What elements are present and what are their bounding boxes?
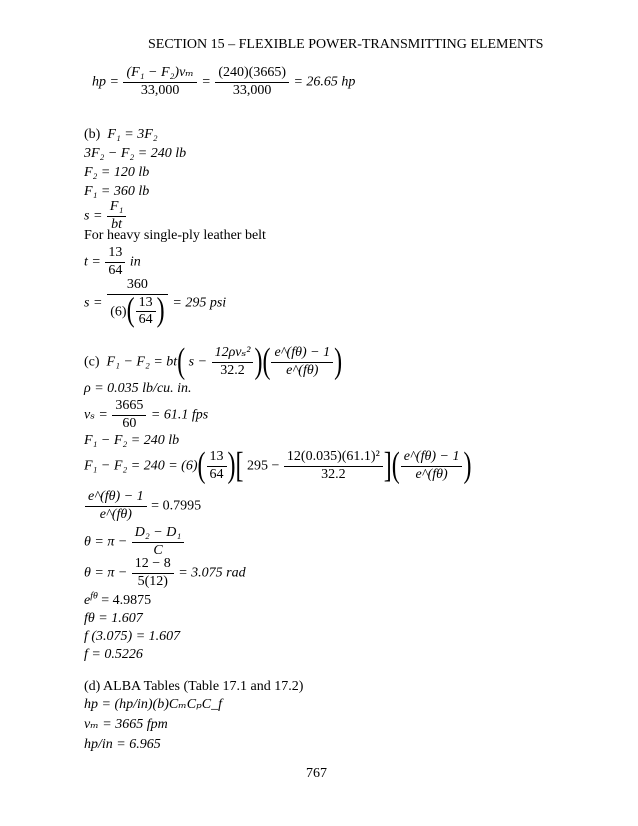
part-c-big-den64: 64 xyxy=(209,466,224,482)
part-b-t-frac xyxy=(105,246,125,278)
part-c-vs-res: = 61.1 fps xyxy=(150,407,209,423)
part-c-fth: fθ = 1.607 xyxy=(84,611,143,626)
eq-hp xyxy=(92,66,355,98)
paren-close: ) xyxy=(156,292,165,330)
part-c-vs-frac xyxy=(112,399,146,431)
part-b-s2-lhs: s = xyxy=(84,295,103,311)
part-c-theta2-frac xyxy=(132,557,174,589)
part-c-big xyxy=(84,446,472,486)
part-c-l1 xyxy=(84,342,343,382)
eq-hp-lhs: hp = xyxy=(92,74,119,90)
eq-hp-frac1-den: 33,000 xyxy=(140,82,180,98)
part-c-theta2-lhs: θ = π − xyxy=(84,565,128,581)
part-b-s2-den xyxy=(107,292,167,330)
part-c-f3075: f (3.075) = 1.607 xyxy=(84,629,181,644)
part-b-l1: F₁ = 3F₂ xyxy=(107,127,158,142)
part-c-vs-lhs: vₛ = xyxy=(84,407,108,423)
part-c-l1-e-num: e^(fθ) − 1 xyxy=(271,346,333,363)
part-c-theta2-res: = 3.075 rad xyxy=(178,565,246,581)
paren-open: ( xyxy=(262,342,271,382)
part-b-s-den: bt xyxy=(111,216,123,232)
part-b-t-formula xyxy=(84,246,141,278)
part-c-theta xyxy=(84,526,185,558)
part-d-vm: vₘ = 3665 fpm xyxy=(84,717,168,732)
part-b-line1 xyxy=(84,128,158,142)
eq-hp-frac2-den: 33,000 xyxy=(232,82,272,98)
part-d-label: (d) ALBA Tables (Table 17.1 and 17.2) xyxy=(84,679,304,694)
part-b-s2-frac xyxy=(107,278,168,328)
bracket-open: [ xyxy=(235,446,244,486)
part-c-l1-lhs: F₁ − F₂ = bt xyxy=(106,354,178,370)
eq-hp-frac2-num: (240)(3665) xyxy=(215,66,289,83)
part-c-efth xyxy=(84,590,152,608)
part-c-label: (c) xyxy=(84,354,100,370)
part-c-big-e-num: e^(fθ) − 1 xyxy=(401,450,463,467)
part-c-l1-num: 12ρvₛ² xyxy=(212,346,254,363)
eq-hp-frac1 xyxy=(123,66,196,98)
part-d-hp: hp = (hp/in)(b)CₘCₚC_f xyxy=(84,697,222,712)
part-b-label: (b) xyxy=(84,127,101,142)
part-b-s2-den-a: (6) xyxy=(110,304,127,320)
part-b-s2-num: 360 xyxy=(107,278,168,295)
part-b-s-num: F₁ xyxy=(107,200,126,217)
eq-hp-frac2 xyxy=(215,66,289,98)
part-b-s2-den-num: 13 xyxy=(136,296,156,313)
part-c-big-efrac xyxy=(401,450,463,482)
part-c-big-den: 32.2 xyxy=(321,466,346,482)
part-c-vs-num: 3665 xyxy=(112,399,146,416)
part-b-heavy: For heavy single-ply leather belt xyxy=(84,228,266,243)
part-c-l1-frac xyxy=(212,346,254,378)
part-c-ratio xyxy=(84,490,201,522)
part-b-l2: 3F₂ − F₂ = 240 lb xyxy=(84,146,187,161)
paren-close: ) xyxy=(227,446,236,486)
part-c-theta-den: C xyxy=(153,542,163,558)
part-b-t-lhs: t = xyxy=(84,254,101,270)
part-c-theta-frac xyxy=(132,526,184,558)
part-c-ratio-num: e^(fθ) − 1 xyxy=(85,490,147,507)
part-c-fval: f = 0.5226 xyxy=(84,647,143,662)
section-header: SECTION 15 – FLEXIBLE POWER-TRANSMITTING ELEMENTS xyxy=(148,37,544,52)
part-c-theta-num: D₂ − D₁ xyxy=(132,526,184,543)
part-c-l1-e-den: e^(fθ) xyxy=(286,362,319,378)
eq-hp-eq: = xyxy=(201,74,211,90)
part-c-ratio-den: e^(fθ) xyxy=(99,506,132,522)
part-b-t-den: 64 xyxy=(108,262,123,278)
part-c-theta2 xyxy=(84,557,246,589)
part-c-ratio-res: = 0.7995 xyxy=(151,498,202,514)
part-b-s2-res: = 295 psi xyxy=(172,295,227,311)
part-c-big-295: 295 − xyxy=(247,458,280,474)
part-c-vs xyxy=(84,399,208,431)
part-c-big-e-den: e^(fθ) xyxy=(415,466,448,482)
paren-open: ( xyxy=(177,342,186,382)
part-b-t-unit: in xyxy=(129,254,141,270)
part-c-efth-res: = 4.9875 xyxy=(101,593,152,608)
part-c-rho: ρ = 0.035 lb/cu. in. xyxy=(84,381,192,396)
part-c-big-lhs: F₁ − F₂ = 240 = (6) xyxy=(84,458,198,474)
part-b-l4: F₁ = 360 lb xyxy=(84,184,150,199)
part-b-l3: F₂ = 120 lb xyxy=(84,165,150,180)
part-c-l1-s: s − xyxy=(188,354,208,370)
paren-close: ) xyxy=(334,342,343,382)
eq-hp-frac1-num: (F₁ − F₂)vₘ xyxy=(123,66,196,83)
page-number: 767 xyxy=(306,766,327,781)
part-c-ratio-frac xyxy=(85,490,147,522)
part-c-big-num: 12(0.035)(61.1)² xyxy=(284,450,383,467)
paren-close: ) xyxy=(254,342,263,382)
paren-open: ( xyxy=(391,446,400,486)
part-c-f240: F₁ − F₂ = 240 lb xyxy=(84,433,180,448)
part-c-big-num13: 13 xyxy=(207,450,227,467)
part-c-big-frac xyxy=(284,450,383,482)
part-c-theta2-num: 12 − 8 xyxy=(132,557,174,574)
part-c-theta2-den: 5(12) xyxy=(137,573,168,589)
part-c-l1-efrac xyxy=(271,346,333,378)
paren-open: ( xyxy=(197,446,206,486)
part-b-s2-den-den: 64 xyxy=(138,312,153,328)
eq-hp-result: = 26.65 hp xyxy=(293,74,356,90)
part-c-l1-den: 32.2 xyxy=(220,362,245,378)
part-c-efth-e: $e^{f\theta}$ xyxy=(84,590,98,608)
part-d-hpin: hp/in = 6.965 xyxy=(84,737,161,752)
part-c-vs-den: 60 xyxy=(122,415,137,431)
part-c-big-frac13 xyxy=(207,450,227,482)
part-b-t-num: 13 xyxy=(105,246,125,263)
part-b-s-lhs: s = xyxy=(84,208,103,224)
paren-close: ) xyxy=(463,446,472,486)
part-b-s2-den-frac xyxy=(136,296,156,328)
part-b-s2-formula xyxy=(84,278,226,328)
bracket-close: ] xyxy=(383,446,392,486)
paren-open: ( xyxy=(126,292,135,330)
part-c-theta-lhs: θ = π − xyxy=(84,534,128,550)
